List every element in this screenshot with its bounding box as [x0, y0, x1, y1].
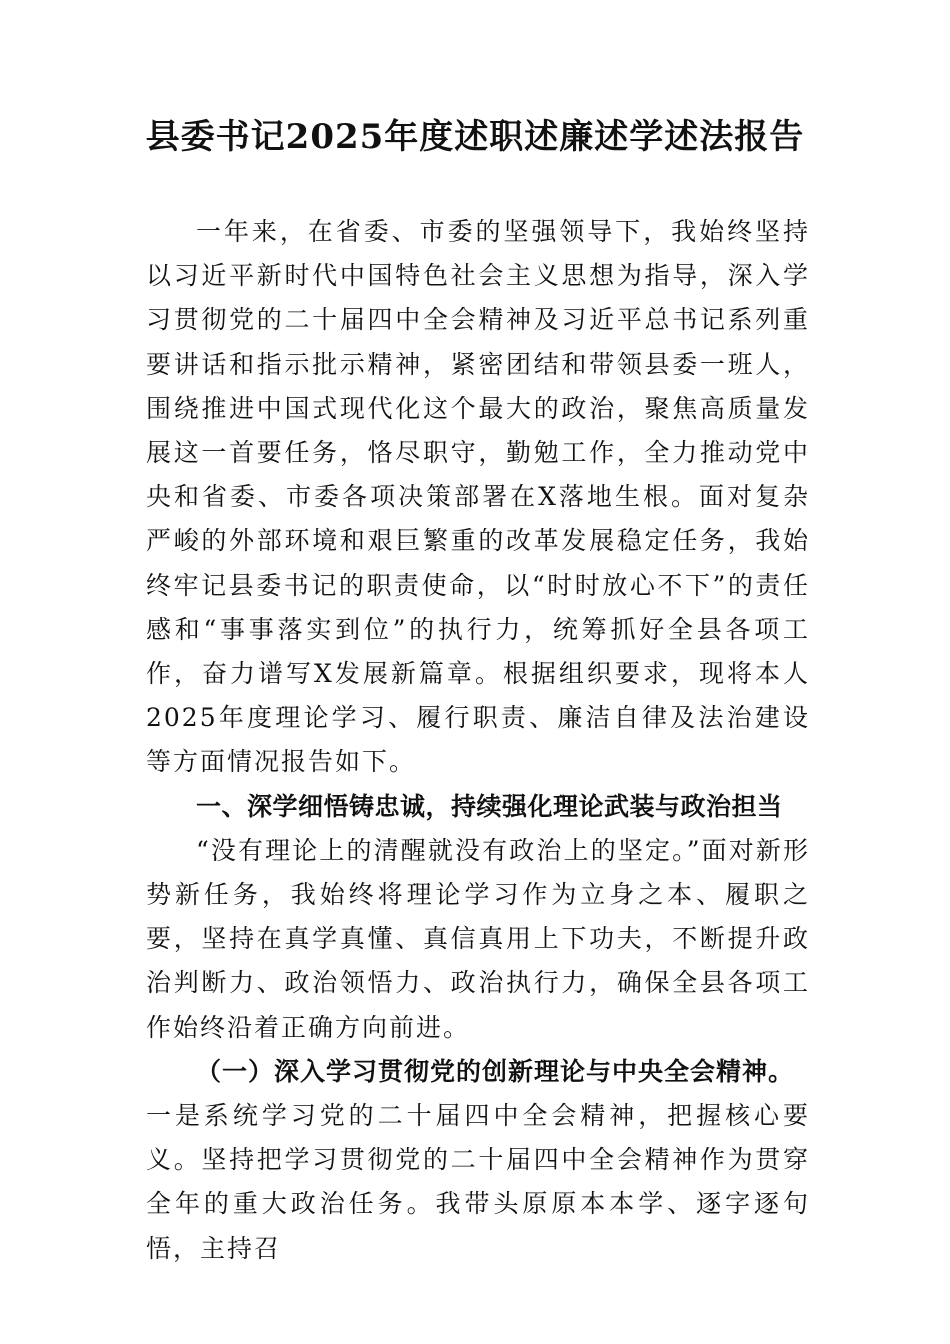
document-body: [146, 210, 810, 1271]
section-1-paragraph: “没有理论上的清醒就没有政治上的坚定。”面对新形势新任务，我始终将理论学习作为立身之本、履职之要，坚持在真学真懂、真信真用上下功夫，不断提升政治判断力、政治领悟力、政治执行力，确保全县各项工作始终沿着正确方向前进。: [146, 835, 810, 1042]
subsection-1-paragraph: 一是系统学习党的二十届四中全会精神，把握核心要义。坚持把学习贯彻党的二十届四中全会精神作为贯穿全年的重大政治任务。我带头原原本本学、逐字逐句悟，主持召: [146, 1101, 810, 1263]
section-1-heading: 一、深学细悟铸忠诚，持续强化理论武装与政治担当: [196, 791, 783, 821]
subsection-1-heading: （一）深入学习贯彻党的创新理论与中央全会精神。: [196, 1056, 795, 1086]
intro-paragraph: 一年来，在省委、市委的坚强领导下，我始终坚持以习近平新时代中国特色社会主义思想为指导，深入学习贯彻党的二十届四中全会精神及习近平总书记系列重要讲话和指示批示精神，紧密团结和带领县委一班人，围绕推进中国式现代化这个最大的政治，聚焦高质量发展这一首要任务，恪尽职守，勤勉工作，全力推动党中央和省委、市委各项决策部署在X落地生根。面对复杂严峻的外部环境和艰巨繁重的改革发展稳定任务，我始终牢记县委书记的职责使命，以“时时放心不下”的责任感和“事事落实到位”的执行力，统筹抓好全县各项工作，奋力谱写X发展新篇章。根据组织要求，现将本人2025年度理论学习、履行职责、廉洁自律及法治建设等方面情况报告如下。: [146, 217, 810, 777]
document-title: 县委书记2025年度述职述廉述学述法报告: [145, 117, 805, 157]
